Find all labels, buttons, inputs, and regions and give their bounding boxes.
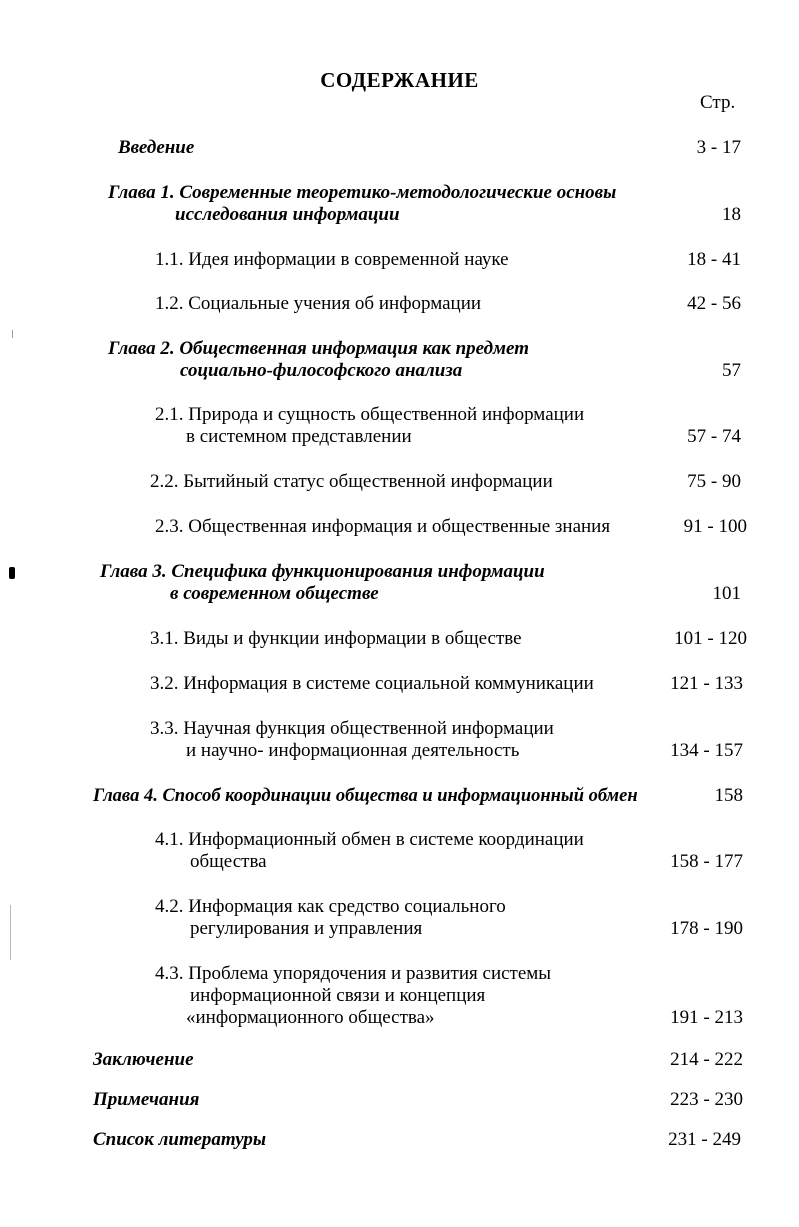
- toc-section-4-3-line3: «информационного общества»: [186, 1007, 435, 1028]
- toc-chapter-1-page: 18: [722, 204, 741, 225]
- toc-section-3-2: 3.2. Информация в системе социальной коммуникации: [150, 673, 594, 694]
- toc-section-2-2: 2.2. Бытийный статус общественной информации: [150, 471, 553, 492]
- toc-section-4-1: 4.1. Информационный обмен в системе координации: [155, 829, 584, 850]
- toc-section-2-1-page: 57 - 74: [687, 426, 741, 447]
- toc-section-1-2-page: 42 - 56: [687, 293, 741, 314]
- toc-notes-page: 223 - 230: [670, 1089, 743, 1110]
- scan-speck: [10, 905, 11, 960]
- toc-section-4-2: 4.2. Информация как средство социального: [155, 896, 506, 917]
- toc-section-2-2-page: 75 - 90: [687, 471, 741, 492]
- toc-section-4-3-line2: информационной связи и концепция: [190, 985, 486, 1006]
- toc-chapter-2-line2: социально-философского анализа: [180, 360, 463, 381]
- toc-chapter-1: Глава 1. Современные теоретико-методологические основы: [108, 182, 617, 203]
- toc-chapter-2: Глава 2. Общественная информация как предмет: [108, 338, 529, 359]
- toc-section-4-1-line2: общества: [190, 851, 267, 872]
- toc-bibliography-page: 231 - 249: [668, 1129, 741, 1150]
- toc-bibliography: Список литературы: [93, 1129, 267, 1150]
- toc-chapter-4: Глава 4. Способ координации общества и информационный обмен: [93, 786, 638, 806]
- toc-conclusion: Заключение: [93, 1049, 194, 1070]
- toc-section-4-2-line2: регулирования и управления: [190, 918, 423, 939]
- toc-section-4-2-page: 178 - 190: [670, 918, 743, 939]
- toc-intro-page: 3 - 17: [696, 137, 741, 158]
- toc-section-4-3: 4.3. Проблема упорядочения и развития системы: [155, 963, 552, 984]
- toc-section-1-2: 1.2. Социальные учения об информации: [155, 293, 482, 314]
- toc-chapter-3-line2: в современном обществе: [170, 583, 379, 604]
- page-title: СОДЕРЖАНИЕ: [320, 68, 479, 92]
- scan-mark: [9, 567, 15, 579]
- toc-section-3-3-page: 134 - 157: [670, 740, 743, 761]
- toc-section-2-3-page: 91 - 100: [683, 516, 747, 537]
- toc-chapter-4-page: 158: [714, 785, 743, 806]
- toc-notes: Примечания: [93, 1089, 200, 1110]
- toc-conclusion-page: 214 - 222: [670, 1049, 743, 1070]
- toc-section-4-1-page: 158 - 177: [670, 851, 743, 872]
- toc-section-3-1: 3.1. Виды и функции информации в обществе: [150, 628, 522, 649]
- toc-section-4-3-page: 191 - 213: [670, 1007, 743, 1028]
- toc-chapter-2-page: 57: [722, 360, 741, 381]
- page-column-header: Стр.: [700, 92, 736, 113]
- toc-chapter-3: Глава 3. Специфика функционирования информации: [100, 561, 545, 582]
- toc-section-2-3: 2.3. Общественная информация и общественные знания: [155, 516, 611, 537]
- toc-chapter-3-page: 101: [712, 583, 741, 604]
- toc-section-3-3-line2: и научно- информационная деятельность: [186, 740, 520, 761]
- toc-section-2-1: 2.1. Природа и сущность общественной информации: [155, 404, 585, 425]
- toc-chapter-1-line2: исследования информации: [175, 204, 400, 225]
- toc-section-1-1: 1.1. Идея информации в современной науке: [155, 249, 509, 270]
- toc-section-3-3: 3.3. Научная функция общественной информации: [150, 718, 554, 739]
- toc-section-2-1-line2: в системном представлении: [186, 426, 412, 447]
- toc-intro: Введение: [118, 137, 195, 158]
- toc-section-1-1-page: 18 - 41: [687, 249, 741, 270]
- toc-section-3-2-page: 121 - 133: [670, 673, 743, 694]
- scan-speck: [12, 330, 13, 338]
- toc-section-3-1-page: 101 - 120: [674, 628, 747, 649]
